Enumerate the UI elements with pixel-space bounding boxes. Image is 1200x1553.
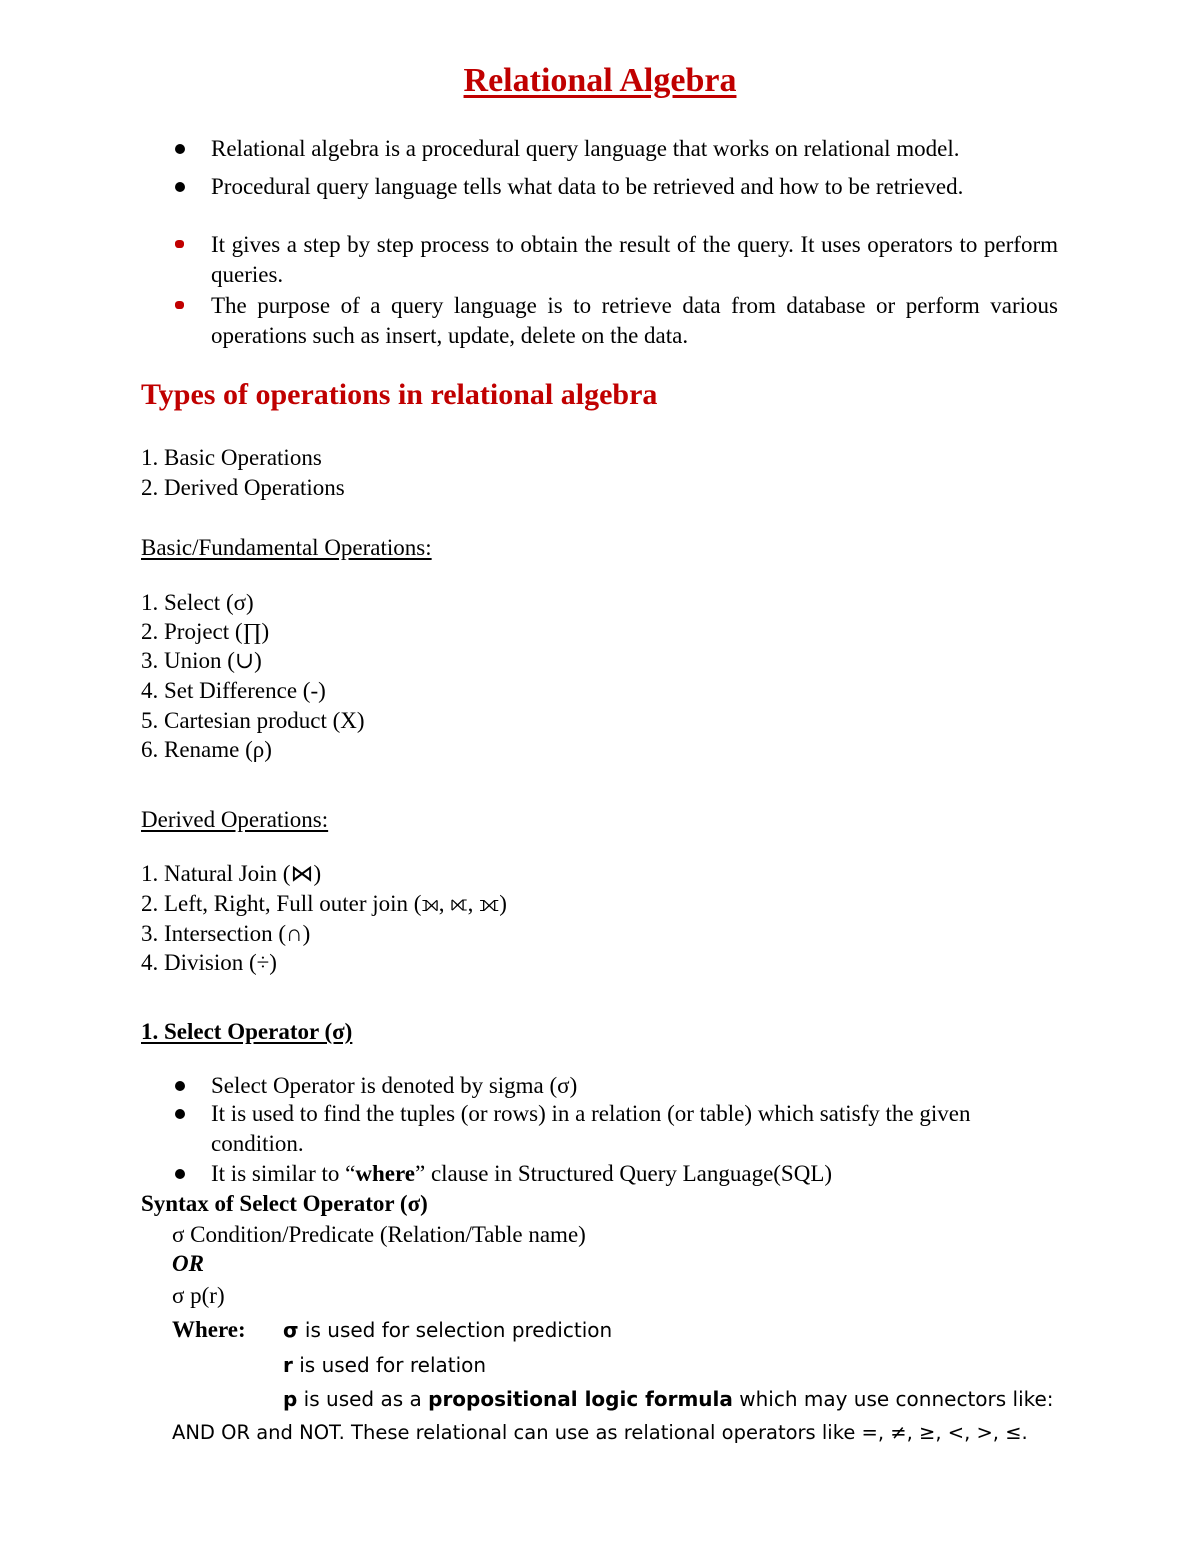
list-item: 2. Left, Right, Full outer join (⟕, ⟖, ⟗): [141, 891, 507, 916]
list-item: 4. Set Difference (-): [141, 678, 326, 703]
syntax-line: σ p(r): [172, 1283, 225, 1308]
list-item: 1. Basic Operations: [141, 445, 322, 470]
page-title: Relational Algebra: [463, 62, 737, 99]
list-item: 2. Derived Operations: [141, 475, 345, 500]
list-item: 5. Cartesian product (X): [141, 708, 365, 733]
list-item: 3. Intersection (∩): [141, 921, 311, 946]
derived-operations-heading: Derived Operations:: [141, 807, 329, 832]
bullet-icon: [175, 182, 185, 192]
list-item: 1. Natural Join (⋈): [141, 861, 322, 886]
bullet-icon: [175, 1109, 185, 1119]
syntax-line: σ Condition/Predicate (Relation/Table name): [172, 1222, 586, 1247]
bullet-icon: [175, 1081, 185, 1091]
section-heading-types: Types of operations in relational algebra: [141, 378, 658, 411]
list-item: 2. Project (∏): [141, 619, 270, 644]
syntax-or: OR: [172, 1251, 204, 1276]
where-label: Where:: [172, 1317, 246, 1342]
definition-p: p is used as a propositional logic formula which may use connectors like:: [283, 1387, 1054, 1411]
list-item: 4. Division (÷): [141, 950, 277, 975]
list-item: 3. Union (∪): [141, 648, 262, 673]
basic-operations-heading: Basic/Fundamental Operations:: [141, 535, 432, 560]
select-operator-heading: 1. Select Operator (σ): [141, 1019, 353, 1044]
bullet-icon: [175, 1169, 185, 1179]
operators-line: AND OR and NOT. These relational can use as relational operators like =, ≠, ≥, <, >, ≤.: [172, 1421, 1028, 1444]
definition-sigma: σ is used for selection prediction: [283, 1318, 613, 1342]
bullet-icon: [175, 301, 184, 309]
list-item: 1. Select (σ): [141, 590, 254, 615]
definition-r: r is used for relation: [283, 1353, 487, 1377]
syntax-heading: Syntax of Select Operator (σ): [141, 1191, 428, 1216]
list-item: 6. Rename (ρ): [141, 737, 272, 762]
bullet-icon: [175, 240, 184, 248]
bullet-icon: [175, 144, 185, 154]
